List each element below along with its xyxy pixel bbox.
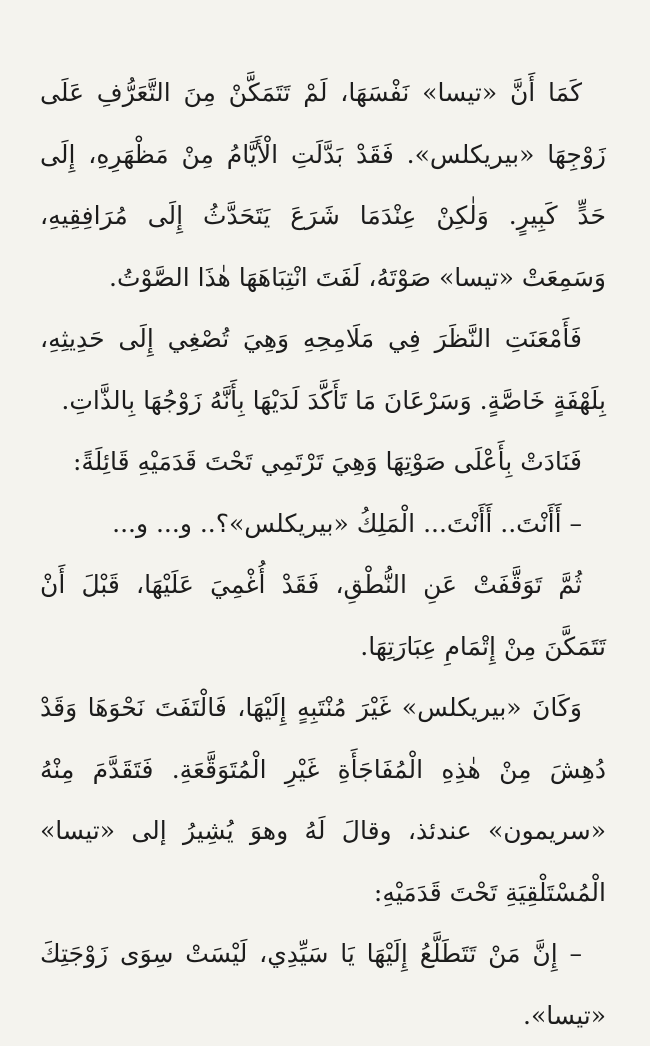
paragraph-3: فَنَادَتْ بِأَعْلَى صَوْتِهَا وَهِيَ تَرْتَمِي تَحْتَ قَدَمَيْهِ قَائِلَةً: <box>72 447 582 476</box>
paragraph-5: وَكَانَ «بيريكلس» غَيْرَ مُنْتَبِهٍ إِلَيْهَا، فَالْتَفَتَ نَحْوَهَا وَقَدْ دُهِشَ مِنْ هٰذِهِ الْمُفَاجَأَةِ غَيْرِ الْمُتَوَقَّعَةِ. فَتَقَدَّمَ مِنْهُ «سريمون» عندئذ، وقالَ لَهُ وهوَ يُشِيرُ إلى «تيسا» الْمُسْتَلْقِيَةِ تَحْتَ قَدَمَيْهِ: <box>40 693 606 907</box>
paragraph-1: كَمَا أَنَّ «تيسا» نَفْسَهَا، لَمْ تَتَمَكَّنْ مِنَ التَّعَرُّفِ عَلَى زَوْجِهَا «بيريكلس». فَقَدْ بَدَّلَتِ الْأَيَّامُ مِنْ مَظْهَرِهِ، إِلَى حَدٍّ كَبِيرٍ. وَلٰكِنْ عِنْدَمَا شَرَعَ يَتَحَدَّثُ إِلَى مُرَافِقِيهِ، وَسَمِعَتْ «تيسا» صَوْتَهُ، لَفَتَ انْتِبَاهَهَا هٰذَا الصَّوْتُ. <box>40 78 606 292</box>
dialogue-line-1: – أَأَنْتَ.. أَأَنْتَ... الْمَلِكُ «بيريكلس»؟.. و... و... <box>112 508 582 538</box>
dialogue-line-2: – إِنَّ مَنْ تَتَطَلَّعُ إِلَيْهَا يَا سَيِّدِي، لَيْسَتْ سِوَى زَوْجَتِكَ «تيسا». <box>40 939 606 1030</box>
page-text <box>40 62 606 1046</box>
paragraph-2: فَأَمْعَنَتِ النَّظَرَ فِي مَلَامِحِهِ وَهِيَ تُصْغِي إِلَى حَدِيثِهِ، بِلَهْفَةٍ خَاصَّةٍ. وَسَرْعَانَ مَا تَأَكَّدَ لَدَيْهَا بِأَنَّهُ زَوْجُهَا بِالذَّاتِ. <box>40 324 606 415</box>
paragraph-4: ثُمَّ تَوَقَّفَتْ عَنِ النُّطْقِ، فَقَدْ أُغْمِيَ عَلَيْهَا، قَبْلَ أَنْ تَتَمَكَّنَ مِنْ إِتْمَامِ عِبَارَتِهَا. <box>40 570 606 661</box>
